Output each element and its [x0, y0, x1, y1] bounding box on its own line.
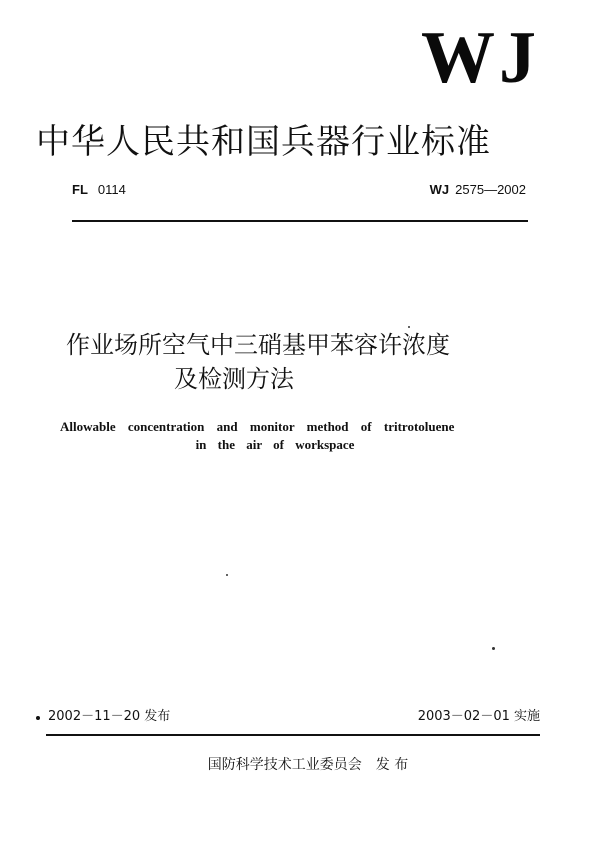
publisher [100, 755, 508, 775]
publisher-name: 国防科学技术工业委员会 [207, 757, 362, 773]
document-title-en-line1: Allowable concentration and monitor method of tritrotoluene [60, 419, 455, 434]
document-title-en-line2: in the air of workspace [195, 437, 355, 452]
issue-date: 2002－11－20 发布 [48, 709, 171, 724]
document-title-zh-line1: 作业场所空气中三硝基甲苯容许浓度 [66, 331, 450, 359]
scan-speck [492, 647, 495, 650]
scan-speck [226, 574, 228, 576]
bullet-dot [36, 716, 40, 720]
standard-code-label: WJ [429, 182, 450, 197]
publisher-suffix: 发 布 [375, 757, 409, 773]
header-divider [72, 220, 528, 222]
classification-label: FL [72, 182, 88, 197]
document-title-en [60, 418, 546, 454]
standard-code [380, 182, 526, 198]
document-title-zh-line2: 及检测方法 [174, 365, 294, 393]
classification-number: 0114 [97, 182, 126, 197]
footer-divider [46, 734, 540, 736]
scan-speck [408, 326, 410, 328]
implementation-date: 2003－02－01 实施 [417, 709, 540, 724]
classification-code [72, 182, 126, 198]
document-title-zh [62, 328, 542, 396]
standard-category-title: 中华人民共和国兵器行业标准 [36, 122, 491, 162]
standard-code-number: 2575—2002 [455, 182, 526, 197]
wj-logo: WJ [421, 17, 540, 99]
